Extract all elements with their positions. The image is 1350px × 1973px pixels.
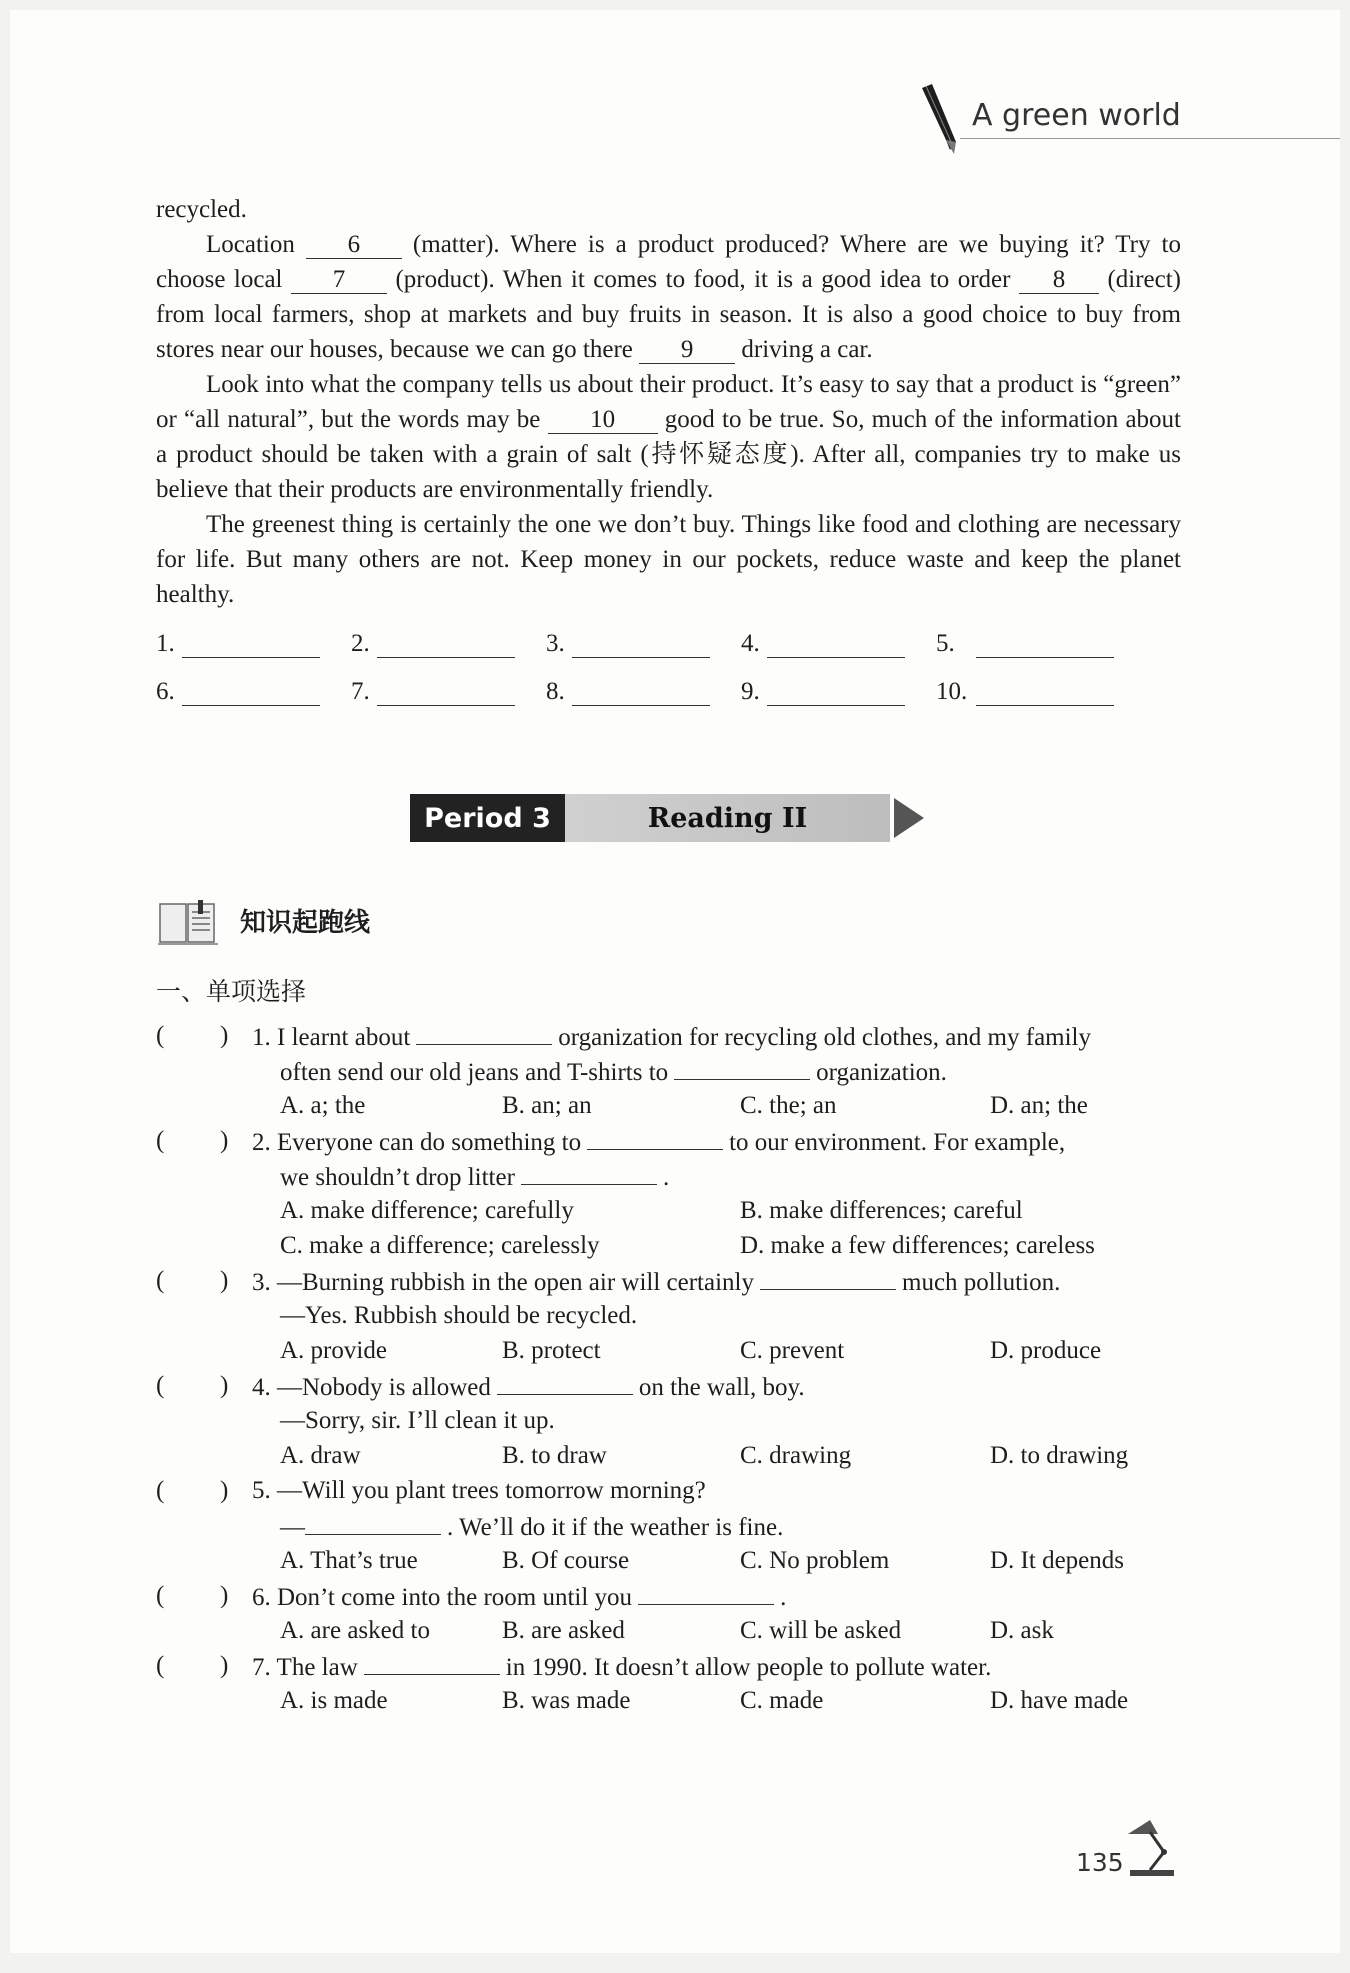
- option-a[interactable]: A. provide: [280, 1337, 387, 1364]
- passage-paragraph-3: The greenest thing is certainly the one we don’t buy. Things like food and clothing are necessary for life. But many others are not. Keep money in our pockets, reduce waste and keep the planet healthy.: [156, 511, 1181, 608]
- period-title: Reading II: [565, 794, 890, 842]
- section-subtitle: 一、单项选择: [156, 977, 307, 1006]
- question-blank[interactable]: [305, 1508, 441, 1535]
- period-banner: [410, 794, 930, 842]
- blank-7[interactable]: 7: [291, 267, 387, 294]
- option-b[interactable]: B. was made: [502, 1687, 631, 1714]
- answer-number: 2.: [351, 630, 370, 657]
- option-c[interactable]: C. No problem: [740, 1547, 890, 1574]
- option-c[interactable]: C. make a difference; carelessly: [280, 1232, 600, 1259]
- blank-6[interactable]: 6: [306, 232, 402, 259]
- question-3: ( ) 3. —Burning rubbish in the open air will certainly much pollution.: [156, 1263, 1186, 1298]
- header-title: A green world: [972, 98, 1181, 133]
- blank-10[interactable]: 10: [548, 407, 658, 434]
- question-blank[interactable]: [587, 1123, 723, 1150]
- option-a[interactable]: A. draw: [280, 1442, 361, 1469]
- section-title: 知识起跑线: [240, 908, 371, 938]
- page-number: 135: [1076, 1848, 1124, 1877]
- multiple-choice-questions: ( ) 1. I learnt about organization for recycling old clothes, and my family often send our old jeans and T-shirts to organization. A. a; the B. an; an C. the; an D. an; the ( ) 2. Everyone can do something to to our environment. For example, we shouldn’t drop litter . A. make difference; carefully B. make differences; careful C. make a difference; carelessly D. make a few differences; careless ( ) 3. —Burning rubbish in the open air will certainly much pollution. —Yes. Rubbish should be recycled. A. provide B. protect C. prevent D. produce ( ) 4. —Nobody is allowed on the wall, boy. —Sorry, sir. I’ll clean it up. A. draw B. to draw C. drawing D. to drawing ( ) 5. —Will you plant trees tomorrow morning? — . We’ll do it if the weather is fine. A. That’s true B. Of course C. No problem D. It depends ( ) 6. Don’t come into the room until you . A. are asked to B. are asked C. will be asked D. ask ( ) 7. The law in 1990. It doesn’t allow people to pollute water. A. is made B. was made C. made D. have made: [156, 1018, 1186, 1718]
- answer-line-10[interactable]: [976, 681, 1114, 706]
- option-d[interactable]: D. It depends: [990, 1547, 1124, 1574]
- option-a[interactable]: A. make difference; carefully: [280, 1197, 574, 1224]
- option-c[interactable]: C. drawing: [740, 1442, 852, 1469]
- answer-number: 8.: [546, 678, 565, 705]
- option-b[interactable]: B. to draw: [502, 1442, 607, 1469]
- question-blank[interactable]: [760, 1263, 896, 1290]
- pencil-icon: [916, 84, 962, 156]
- option-a[interactable]: A. are asked to: [280, 1617, 430, 1644]
- answer-number: 5.: [936, 630, 955, 657]
- answer-number: 6.: [156, 678, 175, 705]
- option-a[interactable]: A. That’s true: [280, 1547, 418, 1574]
- passage-paragraph-1: Location 6 (matter). Where is a product produced? Where are we buying it? Try to choose local 7 (product). When it comes to food, it is a good idea to order 8 (direct) from local farmers, shop at markets and buy fruits in season. It is also a good choice to buy from stores near our houses, because we can go there 9 driving a car.: [156, 231, 1182, 363]
- question-4-options: [156, 1438, 1186, 1473]
- book-icon: [158, 900, 220, 946]
- option-c[interactable]: C. the; an: [740, 1092, 837, 1119]
- answer-row-2: [156, 658, 1176, 706]
- worksheet-page: [10, 10, 1340, 1953]
- answer-line-1[interactable]: [182, 633, 320, 658]
- question-2: ( ) 2. Everyone can do something to to our environment. For example,: [156, 1123, 1186, 1158]
- option-a[interactable]: A. is made: [280, 1687, 388, 1714]
- question-5: ( ) 5. —Will you plant trees tomorrow morning?: [156, 1477, 706, 1504]
- option-d[interactable]: D. to drawing: [990, 1442, 1129, 1469]
- answer-number: 1.: [156, 630, 175, 657]
- question-blank[interactable]: [638, 1578, 774, 1605]
- answer-row-1: [156, 610, 1176, 658]
- option-d[interactable]: D. have made: [990, 1687, 1129, 1714]
- question-4: ( ) 4. —Nobody is allowed on the wall, boy.: [156, 1368, 1186, 1403]
- passage-paragraph-2: Look into what the company tells us about their product. It’s easy to say that a product is “green” or “all natural”, but the words may be 10 good to be true. So, much of the information about a product should be taken with a grain of salt (持怀疑态度). After all, companies try to make us believe that their products are environmentally friendly.: [156, 371, 1181, 503]
- option-c[interactable]: C. will be asked: [740, 1617, 902, 1644]
- question-6-options: [156, 1613, 1186, 1648]
- answer-lines: [156, 610, 1176, 706]
- answer-line-4[interactable]: [767, 633, 905, 658]
- option-d[interactable]: D. make a few differences; careless: [740, 1232, 1095, 1259]
- header-rule: [960, 138, 1340, 139]
- answer-line-9[interactable]: [767, 681, 905, 706]
- period-label: Period 3: [410, 794, 565, 842]
- answer-line-2[interactable]: [377, 633, 515, 658]
- question-7-options: [156, 1683, 1186, 1718]
- answer-line-3[interactable]: [572, 633, 710, 658]
- passage-line: recycled.: [156, 196, 247, 223]
- option-c[interactable]: C. made: [740, 1687, 824, 1714]
- question-1-options: [156, 1088, 1186, 1123]
- answer-line-8[interactable]: [572, 681, 710, 706]
- question-2-options: [156, 1193, 1186, 1228]
- option-b[interactable]: B. an; an: [502, 1092, 592, 1119]
- question-blank[interactable]: [497, 1368, 633, 1395]
- question-blank[interactable]: [674, 1053, 810, 1080]
- option-a[interactable]: A. a; the: [280, 1092, 366, 1119]
- question-blank[interactable]: [364, 1648, 500, 1675]
- answer-number: 3.: [546, 630, 565, 657]
- option-b[interactable]: B. Of course: [502, 1547, 630, 1574]
- answer-number: 4.: [741, 630, 760, 657]
- question-7: ( ) 7. The law in 1990. It doesn’t allow people to pollute water.: [156, 1648, 1186, 1683]
- option-b[interactable]: B. make differences; careful: [740, 1197, 1023, 1224]
- option-d[interactable]: D. an; the: [990, 1092, 1088, 1119]
- blank-8[interactable]: 8: [1019, 267, 1099, 294]
- question-5-options: [156, 1543, 1186, 1578]
- question-3-options: [156, 1333, 1186, 1368]
- answer-number: 10.: [936, 678, 968, 705]
- option-c[interactable]: C. prevent: [740, 1337, 845, 1364]
- option-d[interactable]: D. produce: [990, 1337, 1102, 1364]
- question-6: ( ) 6. Don’t come into the room until you .: [156, 1578, 1186, 1613]
- question-blank[interactable]: [416, 1018, 552, 1045]
- blank-9[interactable]: 9: [639, 337, 735, 364]
- option-d[interactable]: D. ask: [990, 1617, 1054, 1644]
- question-blank[interactable]: [521, 1158, 657, 1185]
- question-1: ( ) 1. I learnt about organization for recycling old clothes, and my family: [156, 1018, 1186, 1053]
- option-b[interactable]: B. are asked: [502, 1617, 625, 1644]
- arrow-right-icon: [894, 798, 924, 838]
- option-b[interactable]: B. protect: [502, 1337, 601, 1364]
- reading-passage: [156, 192, 1181, 612]
- answer-line-6[interactable]: [182, 681, 320, 706]
- answer-line-7[interactable]: [377, 681, 515, 706]
- answer-line-5[interactable]: [976, 633, 1114, 658]
- answer-number: 9.: [741, 678, 760, 705]
- desk-lamp-icon: [1120, 1816, 1180, 1878]
- answer-number: 7.: [351, 678, 370, 705]
